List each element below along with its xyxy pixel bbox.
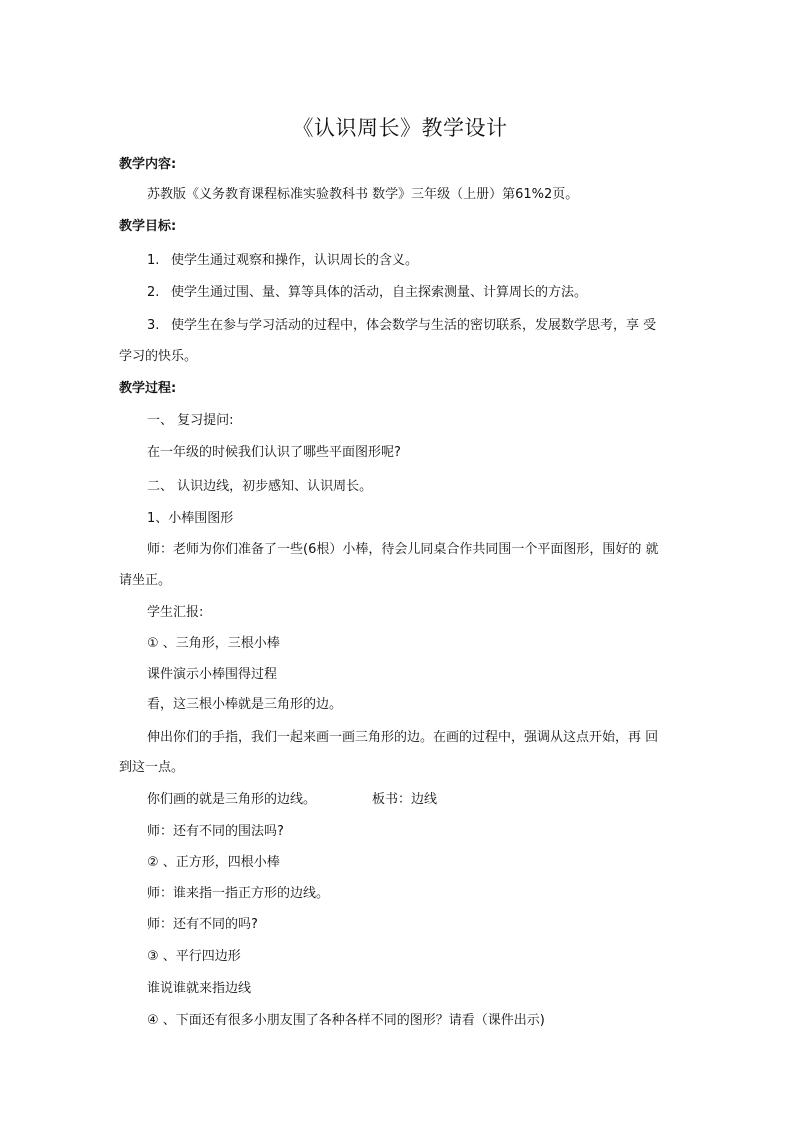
board-note: 板书：边线	[372, 792, 438, 807]
paragraph: 师：谁来指一指正方形的边线。	[147, 886, 330, 901]
document-title: 《认识周长》教学设计	[292, 116, 508, 140]
content-text: 苏教版《义务教育课程标准实验教科书 数学》三年级（上册）第61%2页。	[147, 187, 579, 202]
paragraph-text: 你们画的就是三角形的边线。	[147, 792, 317, 807]
paragraph: 伸出你们的手指，我们一起来画一画三角形的边。在画的过程中，强调从这点开始，再 回	[147, 730, 659, 745]
paragraph-continuation: 到这一点。	[119, 760, 185, 775]
goal-item	[147, 252, 418, 270]
subsection-heading: 1、小棒围图形	[147, 511, 234, 526]
process-heading: 教学过程:	[119, 381, 177, 396]
goal-number: 2.	[147, 285, 160, 300]
list-item: ② 、正方形，四根小棒	[147, 855, 280, 870]
goal-item	[147, 317, 656, 335]
goal-text: 使学生通过围、量、算等具体的活动，自主探索测量、计算周长的方法。	[171, 285, 588, 300]
section-heading: 二、 认识边线，初步感知、认识周长。	[147, 479, 373, 494]
paragraph: 师：老师为你们准备了一些(6根）小棒，待会儿同桌合作共同围一个平面图形，围好的 就	[147, 542, 659, 557]
goal-number: 3.	[147, 318, 160, 333]
goal-text: 使学生在参与学习活动的过程中，体会数学与生活的密切联系，发展数学思考，享 受	[171, 318, 657, 333]
goal-item	[147, 284, 587, 302]
paragraph: 在一年级的时候我们认识了哪些平面图形呢?	[147, 445, 401, 460]
paragraph: 师：还有不同的围法吗?	[147, 824, 284, 839]
paragraph: 谁说谁就来指边线	[147, 981, 252, 996]
list-item: ④ 、下面还有很多小朋友围了各种各样不同的图形？请看（课件出示)	[147, 1013, 545, 1028]
list-item: ③ 、平行四边形	[147, 949, 241, 964]
paragraph-continuation: 请坐正。	[119, 573, 172, 588]
goal-number: 1.	[147, 253, 160, 268]
paragraph: 学生汇报:	[147, 605, 204, 620]
goals-heading: 教学目标:	[119, 219, 177, 234]
paragraph	[147, 791, 437, 809]
section-heading: 一、 复习提问:	[147, 413, 234, 428]
list-item: ① 、三角形，三根小棒	[147, 636, 280, 651]
paragraph: 看，这三根小棒就是三角形的边。	[147, 697, 343, 712]
paragraph: 师：还有不同的吗?	[147, 917, 258, 932]
goal-continuation: 学习的快乐。	[119, 349, 198, 364]
paragraph: 课件演示小棒围得过程	[147, 667, 278, 682]
content-heading: 教学内容:	[119, 157, 177, 172]
goal-text: 使学生通过观察和操作，认识周长的含义。	[171, 253, 419, 268]
